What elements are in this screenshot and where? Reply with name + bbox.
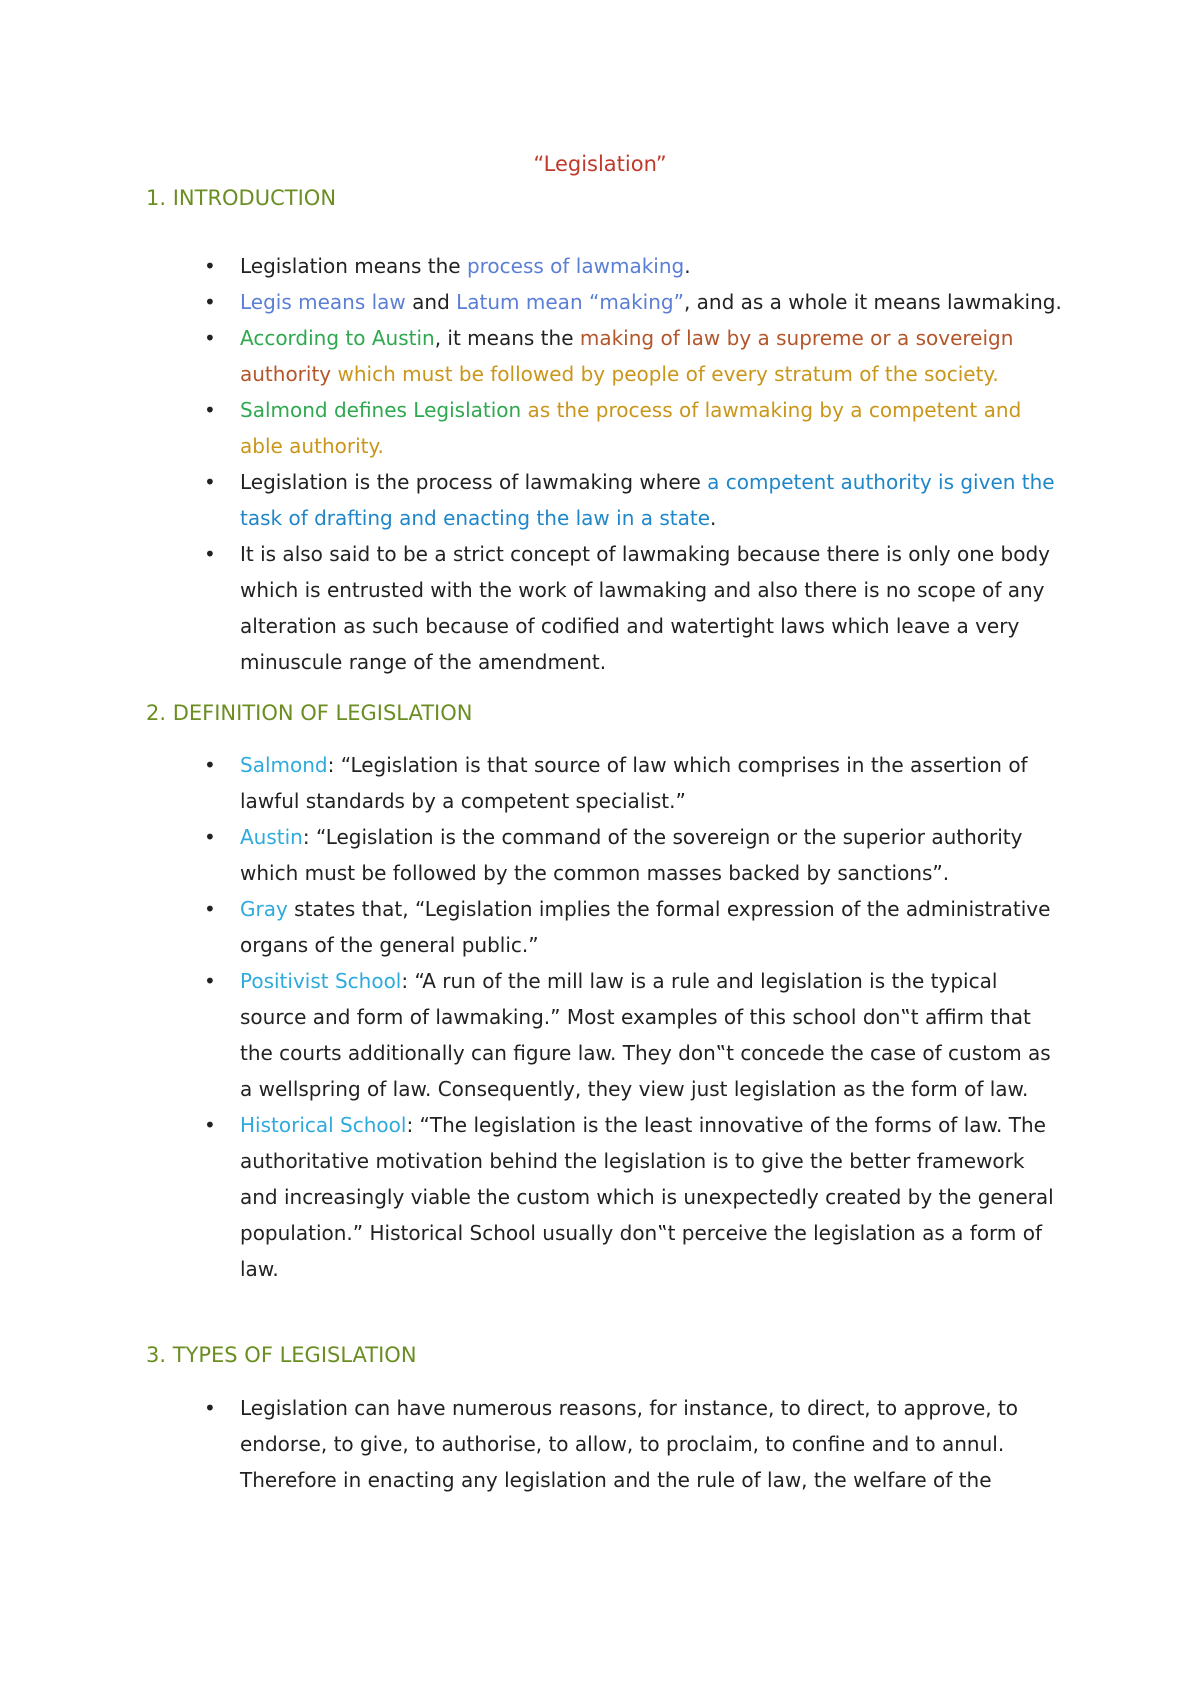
list-item-text: It is also said to be a strict concept of lawmaking because there is only one body which is entrusted with the work of lawmaking and also there is no scope of any alteration as such because of codified and watertight laws which leave a very minuscule range of the amendment. <box>240 542 1051 674</box>
list-item-text: Positivist School <box>240 969 402 993</box>
list-item-text: : “The legislation is the least innovative of the forms of law. The authoritative motivation behind the legislation is to give the better framework and increasingly viable the custom which is unexpectedly created by the general population.” Historical School usually don‟t perceive the legislation as a form of law. <box>240 1113 1054 1281</box>
list-item <box>146 1390 1066 1498</box>
bullet-marker: • <box>204 398 216 422</box>
list-item-text: : “A run of the mill law is a rule and legislation is the typical source and form of lawmaking.” Most examples of this school don‟t affirm that the courts additionally can figure law. They don‟t concede the case of custom as a wellspring of law. Consequently, they view just legislation as the form of law. <box>240 969 1051 1101</box>
list-item <box>146 891 1066 963</box>
bullet-marker: • <box>204 470 216 494</box>
list-item <box>146 536 1066 680</box>
list-item-text: . <box>710 506 717 530</box>
document-title: “Legislation” <box>533 152 667 176</box>
list-item-text: Legislation means the <box>240 254 467 278</box>
bullet-marker: • <box>204 326 216 350</box>
bullet-marker: • <box>204 290 216 314</box>
list-item-text: Austin <box>240 825 303 849</box>
list-item-text: as the process of lawmaking by a competent and able authority. <box>240 398 1022 458</box>
list-item-text: Legis means law <box>240 290 406 314</box>
bullet-list-definition <box>146 747 1066 1287</box>
bullet-marker: • <box>204 254 216 278</box>
list-item-text: : “Legislation is that source of law which comprises in the assertion of lawful standards by a competent specialist.” <box>240 753 1028 813</box>
list-item <box>146 392 1066 464</box>
bullet-marker: • <box>204 825 216 849</box>
bullet-list-introduction <box>146 248 1066 680</box>
list-item-text: Gray <box>240 897 288 921</box>
list-item-text: Salmond defines Legislation <box>240 398 522 422</box>
bullet-marker: • <box>204 753 216 777</box>
list-item-text: Legislation can have numerous reasons, for instance, to direct, to approve, to endorse, to give, to authorise, to allow, to proclaim, to confine and to annul. Therefore in enacting any legislation and the rule of law, the welfare of the <box>240 1396 1019 1492</box>
list-item-text: According to Austin <box>240 326 435 350</box>
bullet-list-types <box>146 1390 1066 1498</box>
list-item-text: Legislation is the process of lawmaking where <box>240 470 708 494</box>
list-item-text: process of lawmaking <box>466 254 685 278</box>
list-item <box>146 284 1066 320</box>
bullet-marker: • <box>204 1396 216 1420</box>
list-item <box>146 464 1066 536</box>
list-item-text: Historical School <box>240 1113 407 1137</box>
section-heading-types: 3. TYPES OF LEGISLATION <box>146 1343 417 1367</box>
bullet-marker: • <box>204 969 216 993</box>
bullet-marker: • <box>204 542 216 566</box>
section-heading-introduction: 1. INTRODUCTION <box>146 186 337 210</box>
list-item-text: and <box>405 290 457 314</box>
list-item-text: , and as a whole it means lawmaking. <box>683 290 1062 314</box>
list-item-text: which must be followed by people of every stratum of the society. <box>331 362 999 386</box>
list-item-text: Latum mean “making” <box>456 290 684 314</box>
list-item <box>146 1107 1066 1287</box>
list-item-text: : “Legislation is the command of the sovereign or the superior authority which must be followed by the common masses backed by sanctions”. <box>240 825 1023 885</box>
section-heading-definition: 2. DEFINITION OF LEGISLATION <box>146 701 473 725</box>
list-item <box>146 819 1066 891</box>
list-item <box>146 248 1066 284</box>
bullet-marker: • <box>204 1113 216 1137</box>
list-item-text: Salmond <box>240 753 328 777</box>
list-item <box>146 963 1066 1107</box>
list-item <box>146 320 1066 392</box>
list-item <box>146 747 1066 819</box>
list-item-text: states that, “Legislation implies the formal expression of the administrative organs of the general public.” <box>240 897 1051 957</box>
list-item-text: a competent authority is given the task of drafting and enacting the law in a state <box>240 470 1055 530</box>
bullet-marker: • <box>204 897 216 921</box>
list-item-text: , it means the <box>434 326 580 350</box>
list-item-text: making of law by a supreme or a sovereign authority <box>240 326 1014 386</box>
list-item-text: . <box>684 254 691 278</box>
